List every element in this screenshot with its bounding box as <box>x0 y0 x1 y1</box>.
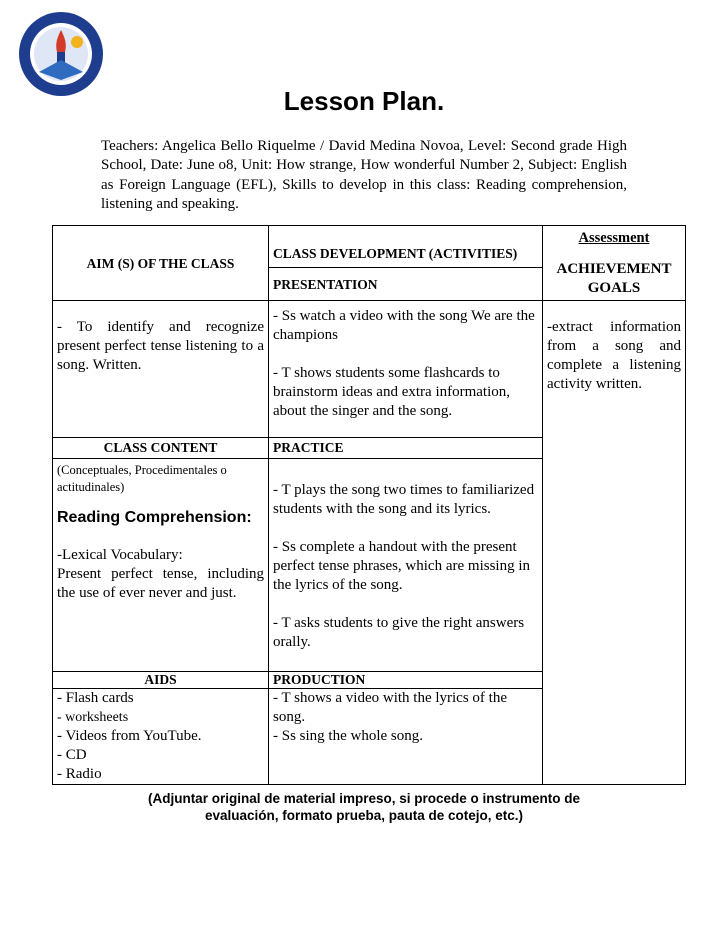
presentation-header: PRESENTATION <box>273 276 378 292</box>
class-development-header-cell <box>269 226 543 268</box>
vocab-label: -Lexical Vocabulary: <box>57 547 183 563</box>
content-subtitle: (Conceptuales, Procedimentales o actitudinales) <box>57 463 227 494</box>
production-header: PRODUCTION <box>273 672 366 687</box>
aim-cell <box>53 301 269 438</box>
vocab-text: Present perfect tense, including the use of ever never and just. <box>57 566 264 601</box>
practice-item: - Ss complete a handout with the present perfect tense phrases, which are missing in the lyrics of the song. <box>273 539 530 593</box>
footer-note-text: (Adjuntar original de material impreso, si procede o instrumento de evaluación, formato prueba, pauta de cotejo, etc.) <box>147 791 581 823</box>
aids-item: - worksheets <box>57 710 129 725</box>
aim-header: AIM (S) OF THE CLASS <box>86 255 235 271</box>
class-content-header: CLASS CONTENT <box>103 440 218 455</box>
presentation-item: - Ss watch a video with the song We are the champions <box>273 308 535 343</box>
aim-text: - To identify and recognize present perfect tense listening to a song. Written. <box>57 319 264 373</box>
production-header-cell <box>269 672 543 689</box>
practice-cell <box>269 459 543 672</box>
production-cell <box>269 689 543 785</box>
footer-note <box>0 790 728 824</box>
presentation-header-cell <box>269 268 543 301</box>
lesson-info: Teachers: Angelica Bello Riquelme / David Medina Novoa, Level: Second grade High School, Date: June o8, Unit: How strange, How wonderful Number 2, Subject: English as Foreign Language (EFL), Skills to develop in this class: Reading comprehension, listening and speaking. <box>101 138 627 212</box>
class-content-header-cell <box>53 438 269 459</box>
assessment-header: Assessment <box>578 230 650 246</box>
aids-item: - CD <box>57 747 87 763</box>
presentation-cell <box>269 301 543 438</box>
practice-header: PRACTICE <box>273 440 344 455</box>
aids-header: AIDS <box>144 672 177 687</box>
aids-header-cell <box>53 672 269 689</box>
page-title: Lesson Plan. <box>283 86 445 116</box>
practice-item: - T asks students to give the right answers orally. <box>273 615 525 650</box>
aids-item: - Radio <box>57 766 102 782</box>
assessment-header-cell <box>543 226 686 301</box>
class-content-cell <box>53 459 269 672</box>
aids-item: - Flash cards <box>57 690 134 706</box>
presentation-item: - T shows students some flashcards to brainstorm ideas and extra information, about the singer and the song. <box>273 365 511 419</box>
content-heading: Reading Comprehension: <box>57 509 252 526</box>
aim-header-cell <box>53 226 269 301</box>
production-item: - T shows a video with the lyrics of the song. <box>273 690 507 725</box>
achievement-cell <box>543 301 686 785</box>
practice-header-cell <box>269 438 543 459</box>
school-logo-seal <box>17 10 105 98</box>
class-development-header: CLASS DEVELOPMENT (ACTIVITIES) <box>273 246 518 261</box>
aids-cell <box>53 689 269 785</box>
achievement-goals-header: ACHIEVEMENT GOALS <box>556 261 672 296</box>
aids-item: - Videos from YouTube. <box>57 728 202 744</box>
achievement-text: -extract information from a song and complete a listening activity written. <box>547 319 681 392</box>
lesson-plan-table <box>52 225 686 785</box>
practice-item: - T plays the song two times to familiarized students with the song and its lyrics. <box>273 482 535 517</box>
production-item: - Ss sing the whole song. <box>273 728 423 744</box>
